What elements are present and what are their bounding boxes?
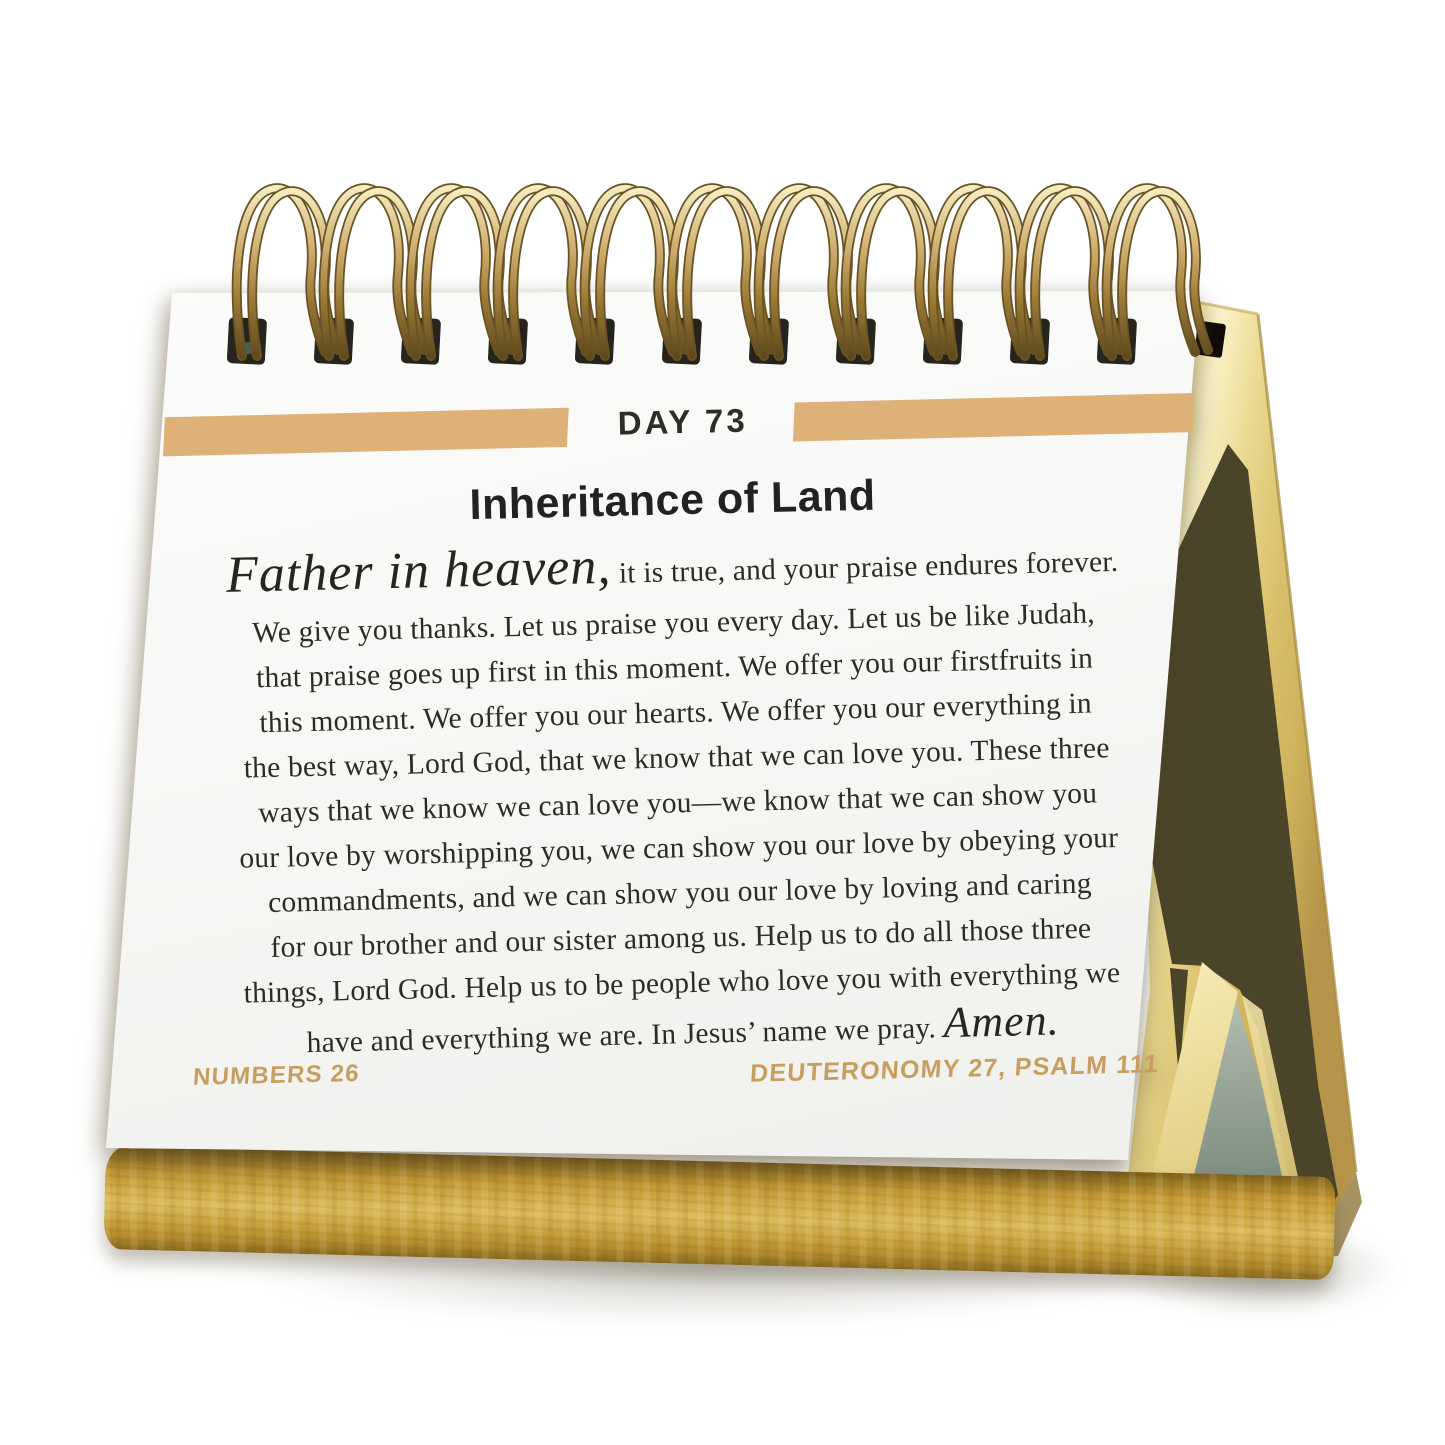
prayer-line: We give you thanks. Let us praise you every day. Let us be like Judah, — [251, 597, 1096, 650]
prayer-line: things, Lord God. Help us to be people who love you with everything we — [243, 956, 1121, 1010]
binding-wire-coils — [237, 188, 1208, 356]
prayer-line: that praise goes up first in this moment. We offer you our firstfruits in — [255, 642, 1094, 695]
reference-left: NUMBERS 26 — [192, 1059, 361, 1091]
prayer-line: for our brother and our sister among us. Help us to do all those three — [270, 912, 1092, 964]
reference-right: DEUTERONOMY 27, PSALM 111 — [749, 1050, 1160, 1088]
day-label: DAY 73 — [617, 401, 749, 442]
prayer-closing-script: Amen. — [942, 995, 1061, 1048]
prayer-line-text: have and everything we are. In Jesus’ name we pray. — [306, 1012, 944, 1060]
prayer-line-text: it is true, and your praise endures forever. — [611, 545, 1119, 590]
prayer-line: this moment. We offer you our hearts. We offer you our everything in — [259, 687, 1093, 740]
prayer-line: ways that we know we can love you—we know that we can show you — [257, 777, 1098, 830]
page-title: Inheritance of Land — [469, 471, 877, 530]
prayer-line: commandments, and we can show you our love by loving and caring — [267, 867, 1092, 919]
prayer-line: our love by worshipping you, we can show you our love by obeying your — [239, 821, 1119, 875]
prayer-line: the best way, Lord God, that we know that we can love you. These three — [243, 732, 1110, 785]
prayer-opening-script: Father in heaven, — [225, 537, 612, 604]
